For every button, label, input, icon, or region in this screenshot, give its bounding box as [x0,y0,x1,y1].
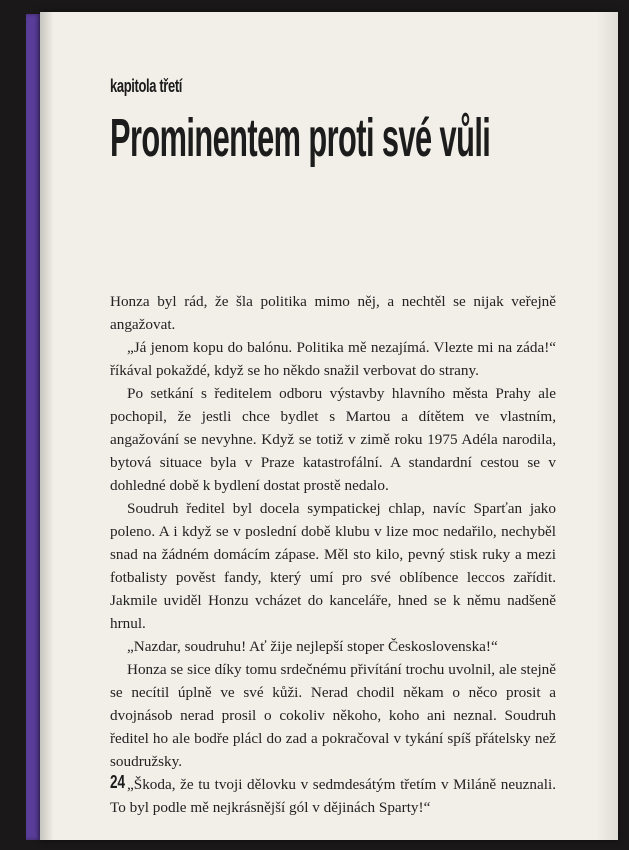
body-text [110,290,556,819]
gutter-shadow [40,12,54,840]
paragraph: „Nazdar, soudruhu! Ať žije nejlepší stoper Československa!“ [127,638,498,655]
page-number: 24 [110,772,126,792]
paragraph: „Já jenom kopu do balónu. Politika mě nezajímá. Vlezte mi na záda!“ říkával pokaždé, když se ho někdo snažil verbovat do strany. [110,339,556,379]
paragraph: Soudruh ředitel byl docela sympatickej chlap, navíc Sparťan jako poleno. A i když se v poslední době klubu v lize moc nedařilo, nechyběl snad na žádném domácím zápase. Měl sto kilo, pevný stisk ruky a mezi fotbalisty pověst fandy, který umí pro své oblíbence leccos zařídit. Jakmile uviděl Honzu vcházet do kanceláře, hned se k němu nadšeně hrnul. [110,500,556,632]
paragraph: Honza se sice díky tomu srdečnému přivítání trochu uvolnil, ale stejně se necítil úplně ve své kůži. Nerad chodil někam o něco prosit a dvojnásob nerad prosil o cokoliv někoho, koho ani neznal. Soudruh ředitel ho ale bodře plácl do zad a pokračoval v tykání spíš přátelsky než soudružsky. [110,661,556,770]
paragraph: „Škoda, že tu tvoji dělovku v sedmdesátým třetím v Miláně neuznali. To byl podle mě nejkrásnější gól v dějinách Sparty!“ [110,776,556,816]
chapter-label: kapitola třetí [110,76,183,96]
paragraph: Po setkání s ředitelem odboru výstavby hlavního města Prahy ale pochopil, že jestli chce bydlet s Martou a dítětem ve vlastním, angažování se nevyhne. Když se totiž v zimě roku 1975 Adéla narodila, bytová situace byla v Praze katastrofální. A standardní cestou se v dohledné době k bydlení dostat prostě nedalo. [110,385,556,494]
chapter-title: Prominentem proti své vůli [110,108,491,168]
page-edge-shadow [596,12,618,840]
paragraph: Honza byl rád, že šla politika mimo něj, a nechtěl se nijak veřejně angažovat. [110,293,556,333]
